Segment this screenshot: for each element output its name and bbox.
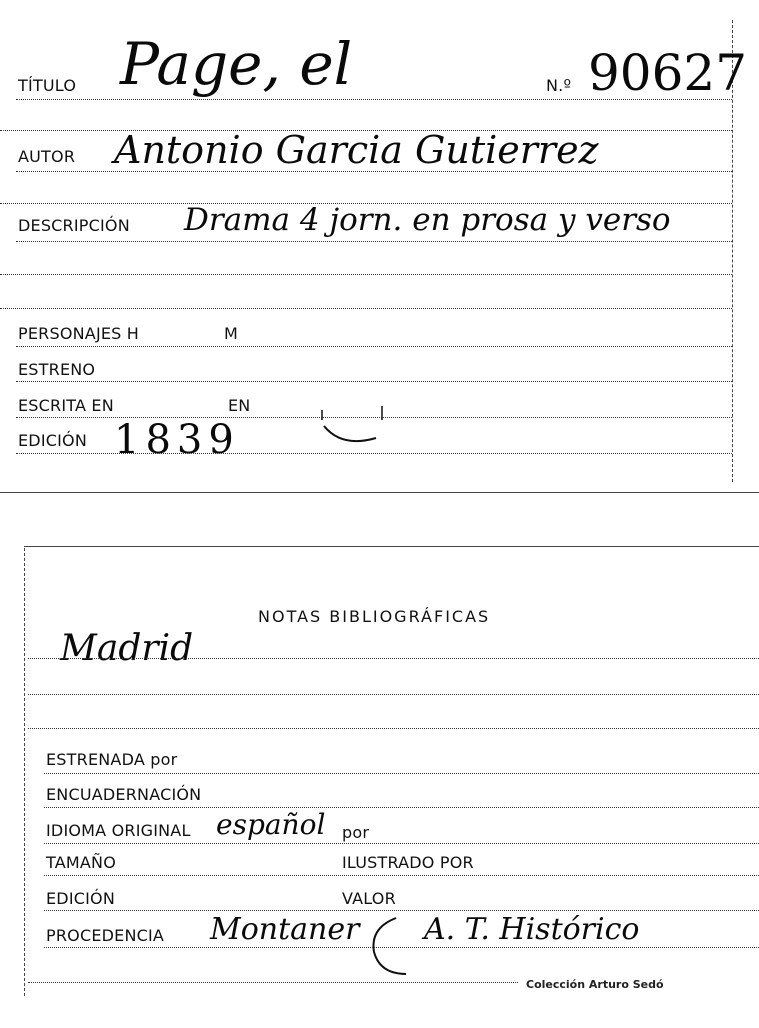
notas-line [28,658,759,659]
notas-line [28,694,759,695]
procedencia-label: PROCEDENCIA [46,926,165,945]
idioma-value: español [216,808,326,841]
procedencia-value-2: A. T. Histórico [424,912,640,947]
punch-hole-mark [366,912,410,978]
form-line [0,274,732,275]
card-left-edge [24,548,25,996]
personajes-line [16,346,732,347]
form-line [0,308,732,309]
bottom-line [28,982,518,983]
edicion-line [16,453,732,454]
procedencia-line [44,947,759,948]
edicion-label: EDICIÓN [18,431,88,450]
numero-label: N.º [546,76,572,95]
titulo-line [16,99,732,100]
idioma-line [44,843,759,844]
personajes-label: PERSONAJES H [18,324,140,343]
back-edicion-label: EDICIÓN [46,889,116,908]
estreno-label: ESTRENO [18,360,96,379]
estrenada-label: ESTRENADA por [46,750,178,769]
titulo-value: Page, el [120,30,353,98]
edicion-value: 1839 [114,417,240,463]
catalog-card-back [0,540,759,1010]
tamano-label: TAMAÑO [46,853,116,872]
estreno-line [16,381,732,382]
descripcion-value: Drama 4 jorn. en prosa y verso [184,202,671,238]
punch-hole-mark [318,400,388,448]
encuadernacion-line [44,807,759,808]
ilustrado-label: ILUSTRADO POR [342,853,474,872]
procedencia-value: Montaner [210,912,360,947]
numero-value: 90627 [588,44,748,102]
descripcion-label: DESCRIPCIÓN [18,216,130,235]
catalog-card-front [0,0,759,495]
card-bottom-edge [0,492,759,493]
titulo-label: TÍTULO [18,76,77,95]
escrita-en-label: EN [228,396,251,415]
card-top-edge [24,546,759,547]
encuadernacion-label: ENCUADERNACIÓN [46,785,202,804]
personajes-m-label: M [224,324,239,343]
notas-line [28,728,759,729]
edicion-line [44,910,759,911]
collection-stamp: Colección Arturo Sedó [526,978,664,991]
estrenada-line [44,773,759,774]
autor-line [16,171,732,172]
escrita-label: ESCRITA EN [18,396,114,415]
idioma-label: IDIOMA ORIGINAL [46,821,191,840]
descripcion-line [16,241,732,242]
tamano-line [44,875,759,876]
notas-value: Madrid [60,628,194,669]
autor-value: Antonio Garcia Gutierrez [114,128,599,172]
autor-label: AUTOR [18,147,76,166]
valor-label: VALOR [342,889,396,908]
idioma-por-label: por [342,823,370,842]
notas-heading: NOTAS BIBLIOGRÁFICAS [258,607,491,626]
